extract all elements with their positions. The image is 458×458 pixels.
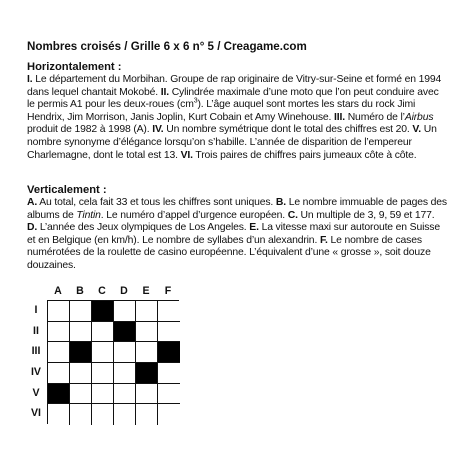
- row-label-i: I: [34, 304, 38, 316]
- black-cell: [70, 342, 92, 363]
- grid-cell[interactable]: [136, 384, 158, 405]
- vertical-clues: [27, 197, 447, 273]
- row-label-iii: III: [31, 345, 41, 358]
- grid-cell[interactable]: [70, 322, 92, 343]
- grid-cell[interactable]: [158, 404, 180, 425]
- clue-text-h2: Cylindrée maximale d’une moto que l’on peut conduire avec le permis A1 pour les deux-roues (cm: [27, 86, 439, 111]
- horizontal-clues: [27, 74, 447, 162]
- column-label-e: E: [142, 285, 150, 297]
- row-label-ii: II: [33, 324, 39, 337]
- clue-text-vb: Le nombre immuable de pages des albums de: [27, 197, 447, 221]
- grid-cell[interactable]: [136, 404, 158, 425]
- grid-cell[interactable]: [114, 342, 136, 363]
- grid-cell[interactable]: [136, 342, 158, 363]
- clue-text-ve: La vitesse maxi sur autoroute en Suisse et en Belgique (en km/h). Le nombre de syllabes d’un alexandrin.: [27, 222, 440, 246]
- grid-cell[interactable]: [70, 404, 92, 425]
- grid-cell[interactable]: [48, 301, 70, 322]
- page-title: Nombres croisés / Grille 6 x 6 n° 5 / Creagame.com: [27, 40, 307, 53]
- horizontal-heading: Horizontalement :: [27, 61, 122, 73]
- clue-label-vf: F.: [319, 234, 328, 246]
- black-cell: [48, 384, 70, 405]
- row-label-vi: VI: [30, 407, 41, 420]
- clue-text-h1: Le département du Morbihan. Groupe de rap originaire de Vitry-sur-Seine et formé en 1994 dans lequel chantait Mokobé.: [27, 74, 442, 98]
- vertical-heading: Verticalement :: [27, 184, 107, 196]
- clue-label-h4: IV.: [152, 124, 164, 136]
- black-cell: [136, 363, 158, 384]
- column-label-d: D: [120, 285, 128, 297]
- clue-label-va: A.: [27, 197, 38, 208]
- grid-cell[interactable]: [114, 301, 136, 322]
- grid-cell[interactable]: [48, 342, 70, 363]
- clue-text-h2b: ). L’âge auquel sont mortes les stars du rock Jimi Hendrix, Jim Morrison, Janis Joplin, Kurt Cobain et Amy Winehouse.: [27, 99, 416, 123]
- grid-cell[interactable]: [92, 384, 114, 405]
- clue-text-va: Au total, cela fait 33 et tous les chiffres sont uniques.: [37, 197, 274, 208]
- clue-text-vd: L’année des Jeux olympiques de Los Angeles.: [37, 222, 247, 234]
- grid-cell[interactable]: [48, 404, 70, 425]
- clue-label-vc: C.: [287, 209, 298, 221]
- clue-label-vb: B.: [275, 197, 286, 208]
- clue-text-h5: Un nombre synonyme d’élégance lorsqu’on s’habille. L’année de disparition de l’empereur Charlemagne, dont le total est 13.: [27, 124, 437, 161]
- clue-label-h1: I.: [27, 74, 33, 85]
- grid-cell[interactable]: [136, 301, 158, 322]
- clue-label-h3: III.: [334, 111, 345, 123]
- grid-cell[interactable]: [70, 363, 92, 384]
- row-label-iv: IV: [30, 366, 41, 378]
- clue-text-vc: Un multiple de 3, 9, 59 et 177.: [297, 209, 435, 221]
- grid-cell[interactable]: [114, 404, 136, 425]
- grid-cell[interactable]: [158, 322, 180, 343]
- crossword-grid: [47, 300, 179, 424]
- clue-text-h6: Trois paires de chiffres pairs jumeaux côte à côte.: [192, 149, 417, 161]
- grid-cell[interactable]: [92, 342, 114, 363]
- clue-text-h3: Numéro de l’: [344, 111, 405, 123]
- black-cell: [114, 322, 136, 343]
- superscript-three: 3: [193, 97, 198, 105]
- grid-cell[interactable]: [158, 384, 180, 405]
- clue-text-h4: Un nombre symétrique dont le total des chiffres est 20.: [163, 124, 410, 136]
- clue-label-vd: D.: [27, 222, 38, 234]
- grid-cell[interactable]: [92, 363, 114, 384]
- clue-label-h6: VI.: [180, 149, 193, 161]
- grid-cell[interactable]: [114, 384, 136, 405]
- italic-tintin: Tintin: [76, 209, 101, 221]
- clue-text-vb2: . Le numéro d’appel d’urgence européen.: [100, 209, 285, 221]
- row-label-v: V: [32, 386, 40, 399]
- grid-cell[interactable]: [158, 363, 180, 384]
- clue-text-vf: Le nombre de cases numérotées de la roulette de casino européenne. L’équivalent d’une « grosse », soit douze douzaines.: [27, 234, 431, 271]
- black-cell: [92, 301, 114, 322]
- column-label-c: C: [98, 285, 106, 297]
- grid-cell[interactable]: [48, 363, 70, 384]
- clue-text-h3b: produit de 1982 à 1998 (A).: [27, 124, 150, 136]
- clue-label-h5: V.: [412, 124, 421, 136]
- clue-label-ve: E.: [249, 222, 259, 234]
- column-label-b: B: [76, 285, 84, 297]
- grid-cell[interactable]: [158, 301, 180, 322]
- column-label-a: A: [54, 285, 62, 297]
- clue-label-h2: II.: [160, 86, 169, 98]
- grid-cell[interactable]: [92, 322, 114, 343]
- column-label-f: F: [164, 285, 172, 297]
- grid-cell[interactable]: [48, 322, 70, 343]
- grid-cell[interactable]: [114, 363, 136, 384]
- grid-cell[interactable]: [70, 301, 92, 322]
- grid-cell[interactable]: [70, 384, 92, 405]
- italic-airbus: Airbus: [404, 111, 434, 123]
- grid-cell[interactable]: [136, 322, 158, 343]
- black-cell: [158, 342, 180, 363]
- grid-cell[interactable]: [92, 404, 114, 425]
